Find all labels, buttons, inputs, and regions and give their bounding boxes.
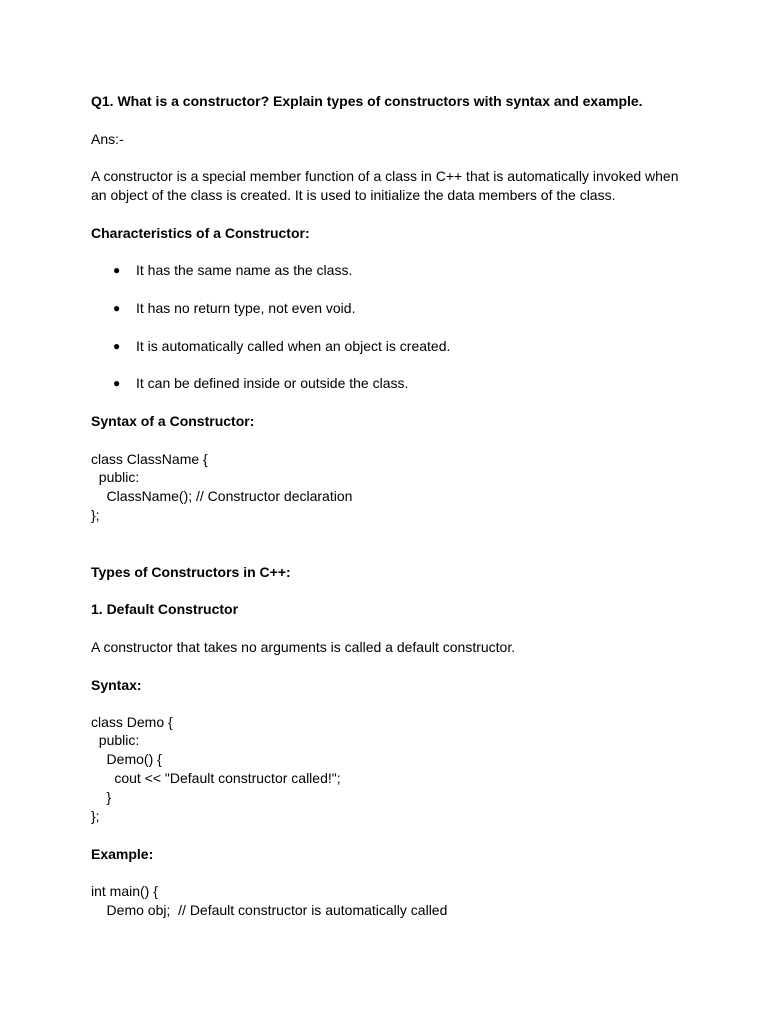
code-line: class ClassName {	[91, 451, 208, 467]
code-line: };	[91, 808, 100, 824]
code-line: public:	[91, 469, 140, 485]
code-line: int main() {	[91, 883, 158, 899]
default-constructor-description: A constructor that takes no arguments is called a default constructor.	[91, 639, 516, 655]
default-constructor-heading: 1. Default Constructor	[91, 601, 239, 617]
example-label: Example:	[91, 846, 154, 862]
bullet-icon: ●	[113, 301, 121, 315]
code-line: }	[91, 789, 112, 805]
code-line: class Demo {	[91, 714, 173, 730]
bullet-icon: ●	[113, 339, 121, 353]
characteristics-heading: Characteristics of a Constructor:	[91, 225, 310, 241]
answer-label: Ans:-	[91, 131, 124, 147]
code-line: cout << "Default constructor called!";	[91, 770, 341, 786]
question-heading: Q1. What is a constructor? Explain types of constructors with syntax and example.	[91, 93, 643, 109]
syntax-label: Syntax:	[91, 677, 142, 693]
code-line: Demo() {	[91, 751, 162, 767]
code-line: Demo obj; // Default constructor is automatically called	[91, 902, 448, 918]
list-item: It can be defined inside or outside the class.	[136, 375, 409, 391]
code-line: ClassName(); // Constructor declaration	[91, 488, 353, 504]
intro-line-2: an object of the class is created. It is used to initialize the data members of the class.	[91, 187, 616, 203]
code-line: public:	[91, 732, 140, 748]
list-item: It has no return type, not even void.	[136, 300, 356, 316]
code-line: };	[91, 507, 100, 523]
bullet-icon: ●	[113, 263, 121, 277]
types-heading: Types of Constructors in C++:	[91, 564, 291, 580]
list-item: It has the same name as the class.	[136, 262, 353, 278]
bullet-icon: ●	[113, 376, 121, 390]
list-item: It is automatically called when an object is created.	[136, 338, 451, 354]
intro-line-1: A constructor is a special member function of a class in C++ that is automatically invoked when	[91, 168, 679, 184]
syntax-heading: Syntax of a Constructor:	[91, 413, 255, 429]
